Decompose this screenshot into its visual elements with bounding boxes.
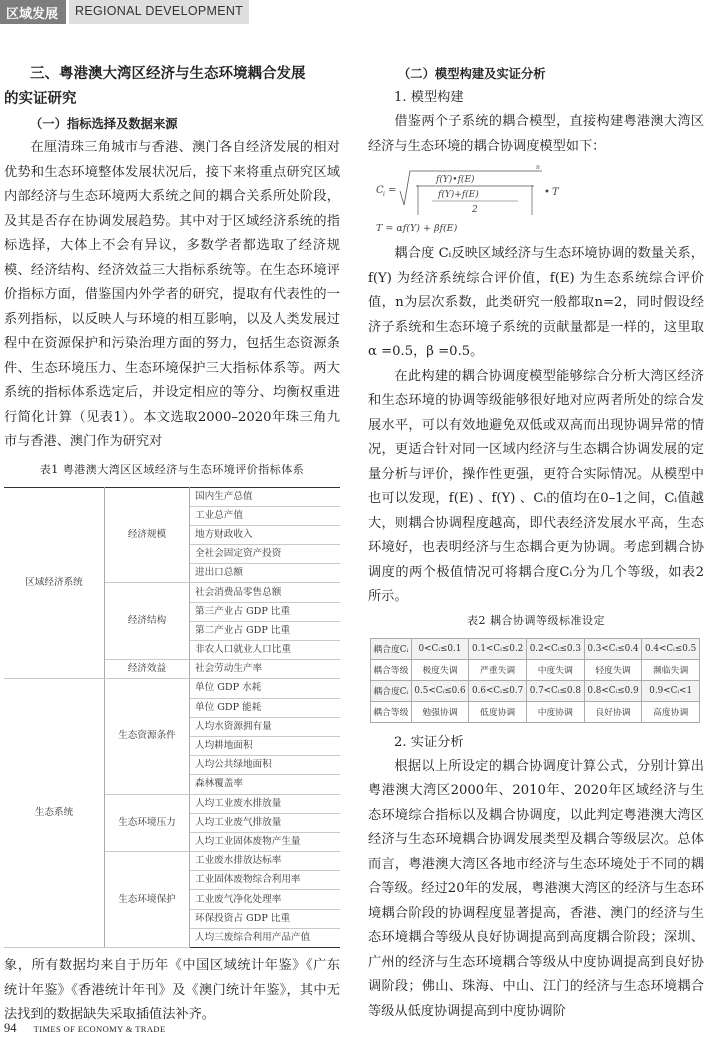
indicator-table	[4, 487, 340, 949]
table1-indicator-cell: 单位 GDP 水耗	[190, 679, 341, 698]
table1-indicator-cell: 国内生产总值	[190, 487, 341, 506]
table1-indicator-cell: 地方财政收入	[190, 525, 341, 544]
table2-cell: 0<Cᵢ≤0.1	[411, 638, 469, 659]
table1-indicator-cell: 第二产业占 GDP 比重	[190, 621, 341, 640]
table1-group-cell: 经济效益	[105, 660, 190, 679]
table2-cell: 0.8<Cᵢ≤0.9	[584, 680, 642, 701]
table1-indicator-cell: 工业废水排放达标率	[190, 852, 341, 871]
table2-row	[371, 659, 700, 680]
svg-text:•: •	[544, 187, 550, 198]
paragraph-model-advantages: 在此构建的耦合协调度模型能够综合分析大湾区经济和生态环境的协调等级能够很好地对应两者所处的综合发展水平，可以有效地避免双低或双高而出现协调异常的情况，更适合针对同一区域内经济与生态耦合协调发展的定量分析与评价，操作性更强，更符合实际情况。从模型中也可以发现，f(E) 、f(Y) 、Cᵢ的值均在0–1之间，Cᵢ值越大，则耦合协调程度越高，即代表经济发展水平高，生态环境好，也表明经济与生态耦合更为协调。考虑到耦合协调度的两个极值情况可将耦合度Cᵢ分为几个等级，如表2所示。	[368, 368, 704, 604]
svg-text:T: T	[552, 187, 559, 198]
page-footer	[4, 1021, 166, 1036]
table2-cell: 耦合度Cᵢ	[371, 638, 412, 659]
table1-group-cell: 生态环境压力	[105, 794, 190, 852]
table1-group-cell: 经济规模	[105, 487, 190, 583]
section-tag: 区域发展	[0, 0, 66, 24]
empirical-analysis-heading: 2. 实证分析	[394, 734, 464, 750]
table2-cell: 0.3<Cᵢ≤0.4	[584, 638, 642, 659]
table1-indicator-cell: 人均公共绿地面积	[190, 756, 341, 775]
table1-indicator-cell: 社会消费品零售总额	[190, 583, 341, 602]
section-tag-english: REGIONAL DEVELOPMENT	[69, 0, 249, 24]
model-construction-heading: 1. 模型构建	[394, 90, 464, 105]
table1-group-cell: 生态环境保护	[105, 852, 190, 948]
page-header	[0, 0, 249, 24]
svg-text:n: n	[536, 165, 540, 171]
page-number: 94	[4, 1021, 17, 1035]
table2-cell: 中度失调	[526, 659, 584, 680]
table2-cell: 0.1<Cᵢ≤0.2	[469, 638, 527, 659]
table1-indicator-cell: 工业废气净化处理率	[190, 890, 341, 909]
table2-cell: 耦合等级	[371, 701, 412, 722]
svg-text:f(Y)•f(E): f(Y)•f(E)	[436, 175, 475, 185]
table1-indicator-cell: 人均工业固体废物产生量	[190, 832, 341, 851]
table1-indicator-cell: 非农人口就业人口比重	[190, 641, 341, 660]
subsection-heading-indicators: （一）指标选择及数据来源	[30, 117, 178, 131]
table1-indicator-cell: 人均工业废气排放量	[190, 813, 341, 832]
table2-cell: 0.9<Cᵢ<1	[642, 680, 700, 701]
table2-caption: 表2 耦合协调等级标准设定	[467, 613, 605, 627]
svg-text:i: i	[383, 191, 385, 198]
table1-indicator-cell: 人均耕地面积	[190, 736, 341, 755]
table1-indicator-cell: 单位 GDP 能耗	[190, 698, 341, 717]
table1-indicator-cell: 进出口总额	[190, 564, 341, 583]
table1-group-cell: 生态资源条件	[105, 679, 190, 794]
table2-cell: 高度协调	[642, 701, 700, 722]
table1-indicator-cell: 环保投资占 GDP 比重	[190, 909, 341, 928]
table2-cell: 极度失调	[411, 659, 469, 680]
table1-indicator-cell: 人均三废综合利用产品产值	[190, 928, 341, 947]
table2-cell: 低度协调	[469, 701, 527, 722]
table2-cell: 勉强协调	[411, 701, 469, 722]
section-heading: 三、粤港澳大湾区经济与生态环境耦合发展 的实证研究	[4, 66, 306, 107]
table2-cell: 严重失调	[469, 659, 527, 680]
table2-cell: 0.6<Cᵢ≤0.7	[469, 680, 527, 701]
table1-caption: 表1 粤港澳大湾区区域经济与生态环境评价指标体系	[39, 462, 305, 476]
table1-indicator-cell: 人均水资源拥有量	[190, 717, 341, 736]
table2-cell: 0.2<Cᵢ≤0.3	[526, 638, 584, 659]
table1-indicator-cell: 全社会固定资产投资	[190, 545, 341, 564]
paragraph-coupling-explain: 耦合度 Cᵢ反映区域经济与生态环境协调的数量关系，f(Y) 为经济系统综合评价值，f(E) 为生态系统综合评价值，n为层次系数，此类研究一般都取n=2，同时假设经济子系统和生态环境子系统的贡献量都是一样的，这里取 α =0.5，β =0.5。	[368, 246, 704, 359]
table2-row	[371, 638, 700, 659]
table1-indicator-cell: 工业固体废物综合利用率	[190, 871, 341, 890]
table2-cell: 良好协调	[584, 701, 642, 722]
left-column	[4, 62, 340, 1028]
table1-indicator-cell: 社会劳动生产率	[190, 660, 341, 679]
table2-cell: 濒临失调	[642, 659, 700, 680]
table1-indicator-cell: 森林覆盖率	[190, 775, 341, 794]
table2-cell: 耦合度Cᵢ	[371, 680, 412, 701]
paragraph-indicators: 在厘清珠三角城市与香港、澳门各自经济发展的相对优势和生态环境整体发展状况后，接下来将重点研究区域内部经济与生态环境两大系统之间的耦合关系所处阶段，及其是否存在协调发展趋势。其中对于区域经济系统的指标选择，大体上不会有异议，多数学者都选取了经济规模、经济结构、经济效益三大指标系统等。在生态环境评价指标方面，借鉴国内外学者的研究，提取有代表性的一系列指标，以反映人与环境的相互影响，以及人类发展过程中在资源保护和污染治理方面的努力，包括生态资源条件、生态环境压力、生态环境保护三大指标体系等。两大系统的指标体系选定后，并设定相应的等分、均衡权重进行简化计算（见表1）。本文选取2000–2020年珠三角九市与香港、澳门作为研究对	[4, 140, 340, 449]
right-column	[368, 62, 704, 1024]
coupling-formula	[374, 165, 704, 238]
formula-graphic	[374, 165, 574, 235]
table2-cell: 0.4<Cᵢ≤0.5	[642, 638, 700, 659]
table1-row	[4, 487, 340, 506]
table1-indicator-cell: 人均工业废水排放量	[190, 794, 341, 813]
table2-cell: 中度协调	[526, 701, 584, 722]
paragraph-model-intro: 借鉴两个子系统的耦合模型，直接构建粤港澳大湾区经济与生态环境的耦合协调度模型如下：	[368, 114, 704, 154]
table1-indicator-cell: 第三产业占 GDP 比重	[190, 602, 341, 621]
table2-row	[371, 680, 700, 701]
table2-row	[371, 701, 700, 722]
table2-cell: 0.7<Cᵢ≤0.8	[526, 680, 584, 701]
subsection-heading-model: （二）模型构建及实证分析	[398, 67, 546, 81]
journal-name: TIMES OF ECONOMY & TRADE	[33, 1024, 166, 1034]
table2-cell: 轻度失调	[584, 659, 642, 680]
svg-text:2: 2	[472, 205, 478, 215]
table1-indicator-cell: 工业总产值	[190, 506, 341, 525]
svg-text:f(Y)+f(E): f(Y)+f(E)	[438, 190, 479, 200]
table1-row	[4, 679, 340, 698]
svg-text:=: =	[388, 185, 397, 196]
paragraph-data-source: 象，所有数据均来自于历年《中国区域统计年鉴》《广东统计年鉴》《香港统计年刊》及《澳门统计年鉴》，其中无法找到的数据缺失采取插值法补齐。	[4, 958, 340, 1022]
svg-text:T = αf(Y) + βf(E): T = αf(Y) + βf(E)	[376, 223, 458, 234]
paragraph-empirical-analysis: 根据以上所设定的耦合协调度计算公式，分别计算出粤港澳大湾区2000年、2010年、2020年区域经济与生态环境综合指标以及耦合协调度，以此判定粤港澳大湾区经济与生态环境耦合协调发展类型及耦合等级层次。总体而言，粤港澳大湾区各地市经济与生态环境处于不同的耦合等级。经过20年的发展，粤港澳大湾区的经济与生态环境耦合阶段的协调程度显著提高，香港、澳门的经济与生态环境耦合等级从良好协调提高到高度耦合阶段；深圳、广州的经济与生态环境耦合等级从中度协调提高到良好协调阶段；佛山、珠海、中山、江门的经济与生态环境耦合等级从低度协调提高到中度协调阶	[368, 758, 704, 1019]
table1-system-cell: 生态系统	[4, 679, 105, 948]
table2-cell: 耦合等级	[371, 659, 412, 680]
svg-text:C: C	[376, 185, 384, 196]
table2-cell: 0.5<Cᵢ≤0.6	[411, 680, 469, 701]
coupling-grade-table	[370, 638, 700, 723]
table1-group-cell: 经济结构	[105, 583, 190, 660]
table1-system-cell: 区域经济系统	[4, 487, 105, 679]
